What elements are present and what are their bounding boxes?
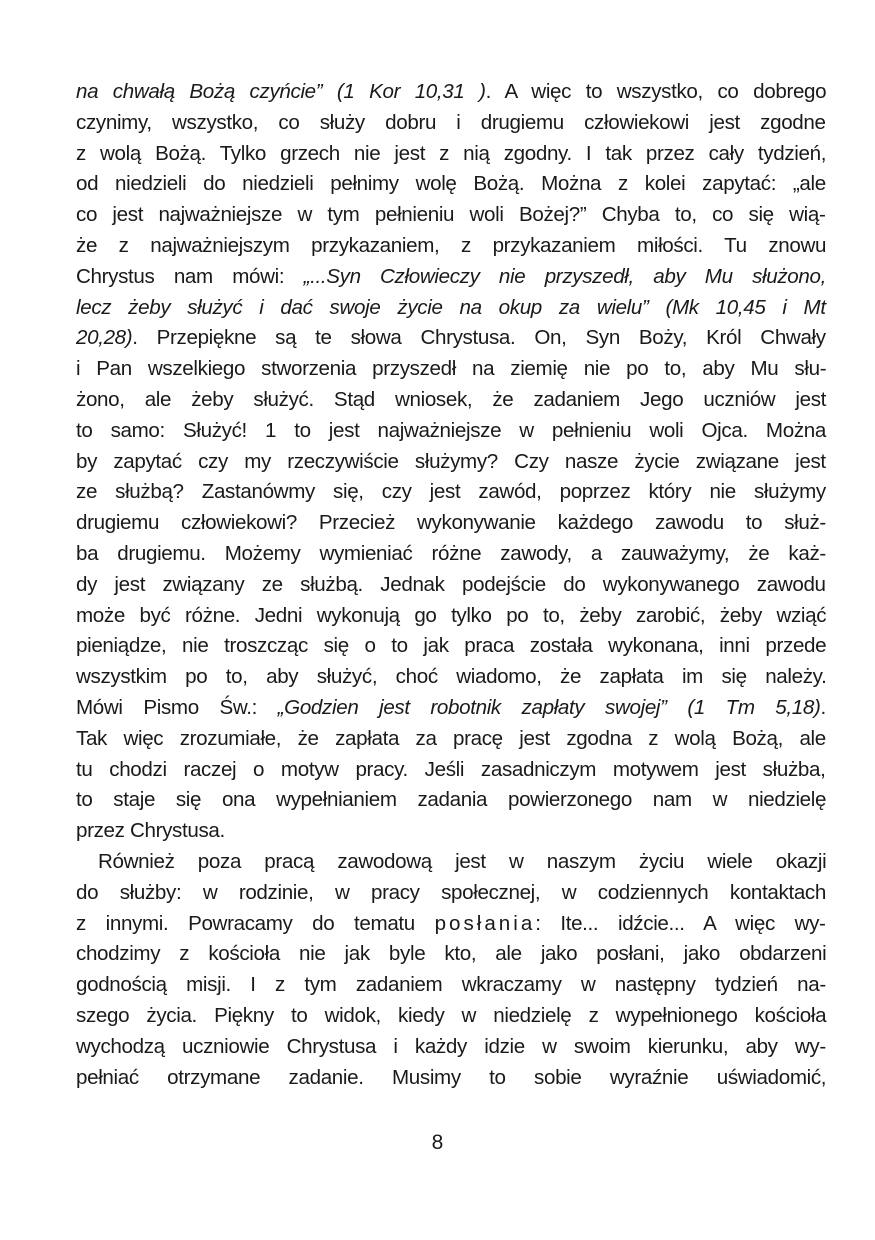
- text-run: Mówi Pismo Św.:: [76, 695, 278, 719]
- text-run: Chrystus nam mówi:: [76, 264, 304, 288]
- text-line: [76, 539, 826, 570]
- text-run: żono, ale żeby służyć. Stąd wniosek, że zadaniem Jego uczniów jest: [76, 387, 827, 411]
- text-run: ze służbą? Zastanówmy się, czy jest zawód, poprzez który nie służymy: [76, 480, 826, 504]
- text-run: z wolą Bożą. Tylko grzech nie jest z nią zgodny. I tak przez cały tydzień,: [76, 141, 827, 165]
- text-line: [76, 693, 826, 724]
- text-line: [76, 139, 826, 170]
- text-run: drugiemu człowiekowi? Przecież wykonywanie każdego zawodu to służ-: [76, 511, 826, 535]
- text-run: Również poza pracą zawodową jest w naszym życiu wiele okazji: [98, 849, 827, 873]
- text-run: to samo: Służyć! 1 to jest najważniejsze w pełnieniu woli Ojca. Można: [76, 418, 826, 442]
- text-line: [76, 108, 826, 139]
- text-line: [76, 293, 826, 324]
- paragraph: [76, 847, 826, 1093]
- text-run: szego życia. Piękny to widok, kiedy w niedzielę z wypełnionego kościoła: [76, 1003, 827, 1027]
- text-line: [76, 508, 826, 539]
- text-line: [76, 77, 826, 108]
- text-line: [76, 847, 826, 878]
- text-run: tu chodzi raczej o motyw pracy. Jeśli zasadniczym motywem jest służba,: [76, 757, 826, 781]
- text-run: do służby: w rodzinie, w pracy społecznej, w codziennych kontaktach: [76, 880, 826, 904]
- page-number: 8: [431, 1131, 444, 1154]
- text-line: [76, 1063, 826, 1094]
- italic-quote: „Godzien jest robotnik zapłaty swojej” (1 Tm 5,18): [277, 695, 821, 719]
- text-line: [76, 1001, 826, 1032]
- text-line: [76, 755, 826, 786]
- text-line: [76, 323, 826, 354]
- text-line: [76, 169, 826, 200]
- text-run: .: [820, 695, 826, 719]
- text-line: [76, 477, 826, 508]
- text-run: godnością misji. I z tym zadaniem wkraczamy w następny tydzień na-: [76, 973, 826, 997]
- text-line: [76, 231, 826, 262]
- text-line: [76, 570, 826, 601]
- text-run: . A więc to wszystko, co dobrego: [485, 80, 827, 103]
- text-run: z innymi. Powracamy do tematu: [76, 911, 435, 935]
- text-run: ba drugiemu. Możemy wymieniać różne zawody, a zauważymy, że każ-: [76, 541, 826, 565]
- text-run: by zapytać czy my rzeczywiście służymy? Czy nasze życie związane jest: [76, 449, 826, 473]
- text-run: wychodzą uczniowie Chrystusa i każdy idzie w swoim kierunku, aby wy-: [76, 1034, 826, 1058]
- text-line: [76, 970, 826, 1001]
- paragraph: [76, 77, 826, 847]
- text-run: i Pan wszelkiego stworzenia przyszedł na ziemię nie po to, aby Mu słu-: [76, 357, 827, 381]
- text-run: Tak więc zrozumiałe, że zapłata za pracę jest zgodna z wolą Bożą, ale: [76, 726, 826, 750]
- text-line: [76, 662, 826, 693]
- text-run: : Ite... idźcie... A więc wy-: [535, 911, 826, 935]
- italic-quote: na chwałą Bożą czyńcie” (1 Kor 10,31 ): [76, 80, 486, 103]
- text-line: [76, 724, 826, 755]
- text-line: [76, 601, 826, 632]
- spaced-emphasis: posłania: [434, 911, 536, 935]
- page-body: [76, 77, 826, 1093]
- text-line: [76, 785, 826, 816]
- italic-quote: 20,28): [76, 326, 133, 350]
- text-run: od niedzieli do niedzieli pełnimy wolę Bożą. Można z kolei zapytać: „ale: [76, 172, 826, 196]
- text-run: wszystkim po to, aby służyć, choć wiadomo, że zapłata im się należy.: [76, 665, 827, 689]
- text-line: [76, 1032, 826, 1063]
- text-line: [76, 939, 826, 970]
- text-run: dy jest związany ze służbą. Jednak podejście do wykonywanego zawodu: [76, 572, 826, 596]
- italic-quote: „...Syn Człowieczy nie przyszedł, aby Mu służono,: [303, 264, 826, 288]
- text-run: może być różne. Jedni wykonują go tylko po to, żeby zarobić, żeby wziąć: [76, 603, 827, 627]
- text-run: pełniać otrzymane zadanie. Musimy to sobie wyraźnie uświadomić,: [76, 1065, 827, 1089]
- text-run: . Przepiękne są te słowa Chrystusa. On, Syn Boży, Król Chwały: [132, 326, 826, 350]
- text-run: chodzimy z kościoła nie jak byle kto, ale jako posłani, jako obdarzeni: [76, 942, 827, 966]
- text-line: [76, 631, 826, 662]
- text-run: to staje się ona wypełnianiem zadania powierzonego nam w niedzielę: [76, 788, 827, 812]
- text-run: że z najważniejszym przykazaniem, z przykazaniem miłości. Tu znowu: [76, 233, 827, 257]
- text-line: [76, 816, 826, 847]
- text-run: przez Chrystusa.: [76, 819, 225, 843]
- text-line: [76, 878, 826, 909]
- text-line: [76, 909, 826, 940]
- text-line: [76, 447, 826, 478]
- text-line: [76, 385, 826, 416]
- text-run: pieniądze, nie troszcząc się o to jak praca została wykonana, inni przede: [76, 634, 827, 658]
- text-line: [76, 354, 826, 385]
- text-line: [76, 416, 826, 447]
- text-line: [76, 262, 826, 293]
- text-run: czynimy, wszystko, co służy dobru i drugiemu człowiekowi jest zgodne: [76, 110, 826, 134]
- italic-quote: lecz żeby służyć i dać swoje życie na okup za wielu” (Mk 10,45 i Mt: [76, 295, 826, 319]
- text-line: [76, 200, 826, 231]
- text-run: co jest najważniejsze w tym pełnieniu woli Bożej?” Chyba to, co się wią-: [76, 203, 826, 227]
